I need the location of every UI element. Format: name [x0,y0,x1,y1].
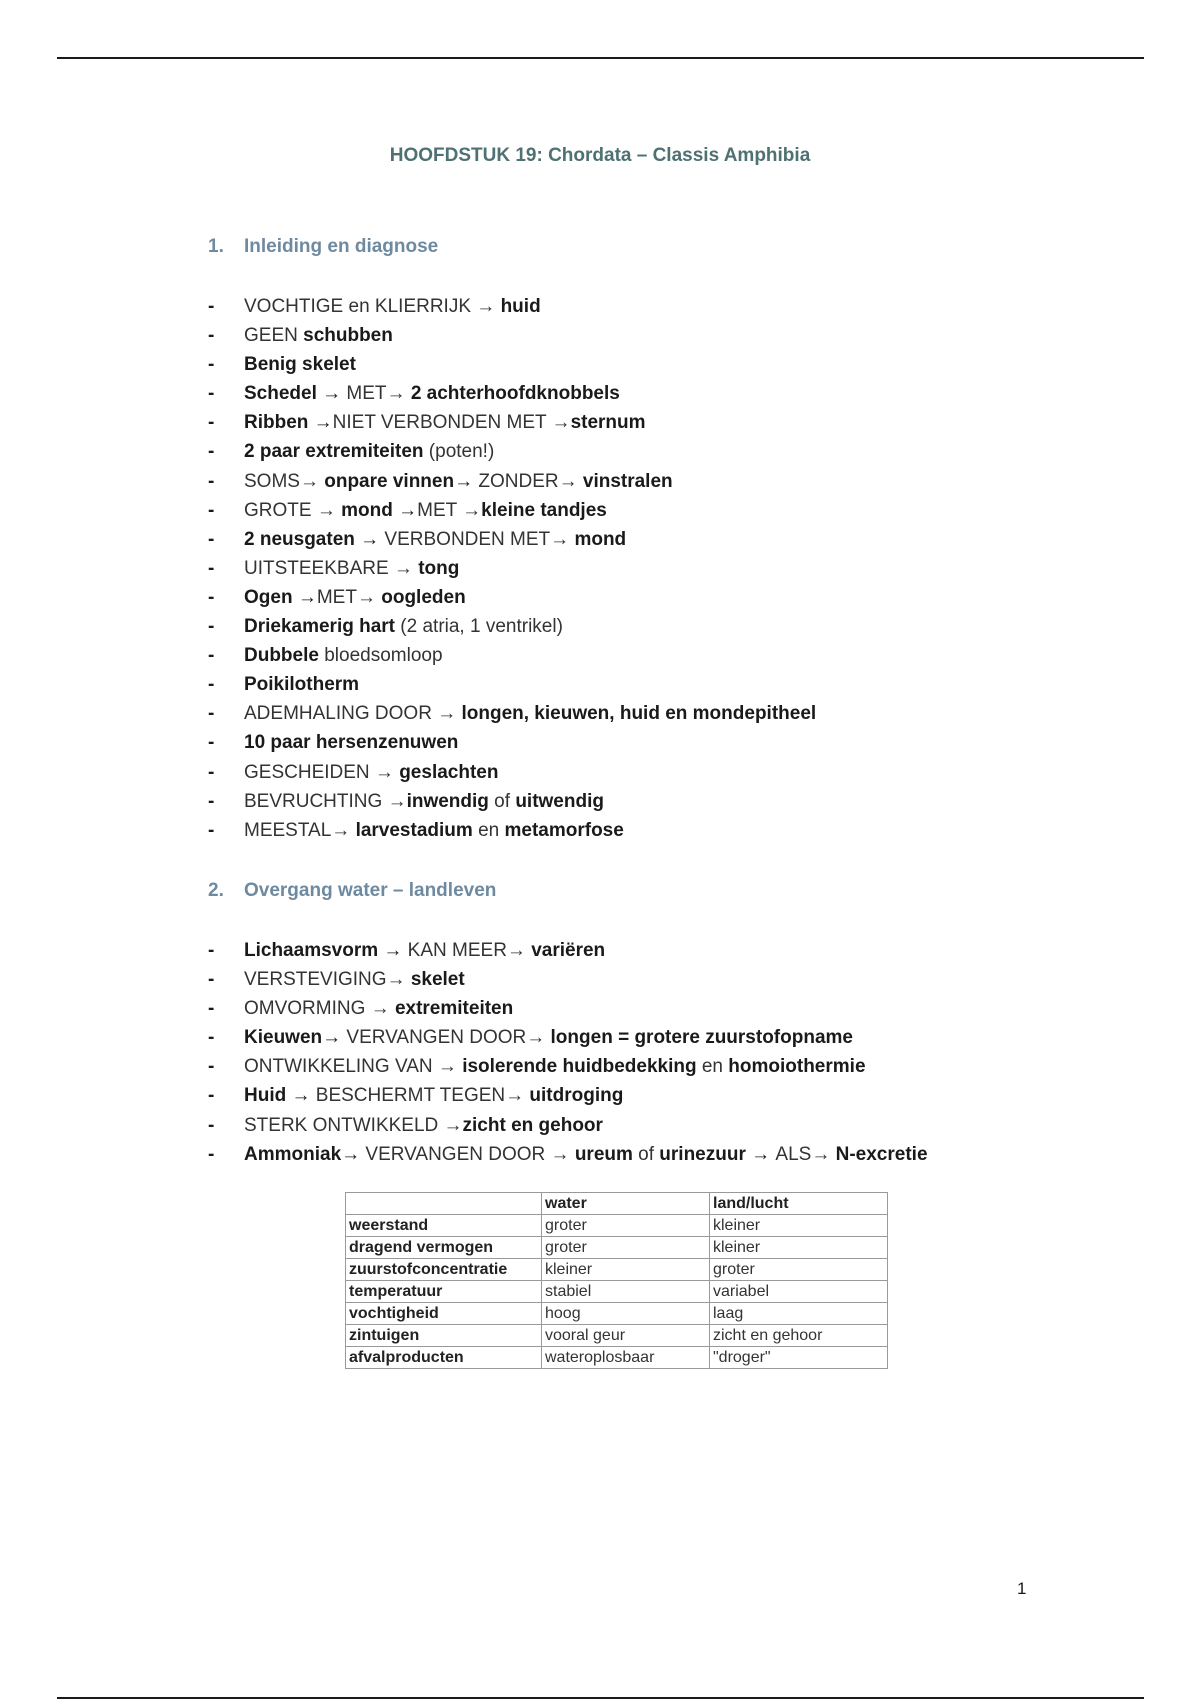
bullet-text: (2 atria, 1 ventrikel) [395,616,563,638]
bullet-marker: - [208,470,215,492]
list-item [208,816,816,845]
bullet-bold-text: skelet [410,969,465,991]
list-item [208,379,816,408]
list-item [208,292,816,321]
bullet-marker: - [208,790,215,812]
section-2-bullet-list [208,936,928,1169]
bullet-marker: - [208,441,215,463]
table-cell: wateroplosbaar [542,1347,710,1369]
list-item [208,583,816,612]
bullet-bold-text: kleine tandjes [481,499,607,521]
list-item [208,321,816,350]
bullet-bold-text: 2 neusgaten → [244,528,385,550]
bullet-bold-text: extremiteiten [394,998,514,1020]
bullet-marker: - [208,325,215,347]
list-item [208,994,928,1023]
list-item [208,554,816,583]
section-2-number: 2. [208,880,224,901]
table-header-cell [346,1193,542,1215]
bullet-bold-text: 10 paar hersenzenuwen [244,732,459,754]
list-item [208,758,816,787]
table-cell: groter [542,1237,710,1259]
bullet-bold-text: Dubbele [244,645,319,667]
bullet-text: ZONDER→ [478,470,583,492]
bullet-bold-text: vinstralen [582,470,673,492]
table-cell: kleiner [542,1259,710,1281]
table-cell: vooral geur [542,1325,710,1347]
table-row [346,1303,888,1325]
bullet-bold-text: Schedel → [244,383,347,405]
bullet-text: bloedsomloop [318,645,443,667]
list-item [208,699,816,728]
bullet-bold-text: inwendig [406,790,489,812]
table-row [346,1237,888,1259]
list-item [208,350,816,379]
list-item [208,1052,928,1081]
bullet-bold-text: Ribben → [244,412,333,434]
page-number: 1 [1017,1579,1027,1598]
bullet-text: GESCHEIDEN → [244,761,400,783]
list-item [208,525,816,554]
bullet-text: en [472,819,505,841]
bullet-marker: - [208,616,215,638]
bullet-marker: - [208,557,215,579]
bullet-bold-text: isolerende huidbedekking [462,1056,697,1078]
list-item [208,936,928,965]
bullet-bold-text: geslachten [399,761,499,783]
bullet-text: VERVANGEN DOOR → [365,1143,575,1165]
bullet-bold-text: huid [500,296,541,317]
bullet-text: GEEN [244,325,304,347]
list-item [208,641,816,670]
bullet-bold-text: oogleden [381,586,466,608]
page-title: HOOFDSTUK 19: Chordata – Classis Amphibia [389,145,811,166]
bullet-text: ONTWIKKELING VAN → [244,1056,463,1078]
bullet-marker: - [208,1056,215,1078]
list-item [208,467,816,496]
bullet-text: MET→ [346,383,411,405]
bullet-text: MEESTAL→ [244,819,356,841]
table-header-cell: land/lucht [710,1193,888,1215]
bullet-text: VERBONDEN MET→ [384,528,575,550]
bullet-bold-text: tong [418,557,460,579]
bullet-text: VERSTEVIGING→ [244,969,411,991]
bullet-bold-text: sternum [570,412,646,434]
bullet-text: OMVORMING → [244,998,395,1020]
bullet-bold-text: 2 paar extremiteiten [244,441,424,463]
table-row-label: zuurstofconcentratie [346,1259,542,1281]
list-item [208,787,816,816]
table-row-label: dragend vermogen [346,1237,542,1259]
table-cell: variabel [710,1281,888,1303]
bullet-text: KAN MEER→ [407,940,532,961]
bullet-text: STERK ONTWIKKELD → [244,1114,463,1136]
bullet-marker: - [208,998,215,1020]
bullet-bold-text: urinezuur → [659,1143,776,1165]
bullet-bold-text: schubben [303,325,393,347]
bottom-rule [57,1697,1144,1699]
bullet-bold-text: metamorfose [504,819,624,841]
bullet-marker: - [208,703,215,725]
table-cell: hoog [542,1303,710,1325]
bullet-text: of [488,790,516,812]
bullet-bold-text: Kieuwen→ [244,1027,347,1049]
list-item [208,496,816,525]
bullet-bold-text: uitdroging [529,1085,624,1107]
bullet-marker: - [208,940,215,961]
bullet-marker: - [208,528,215,550]
list-item [208,1140,928,1169]
bullet-bold-text: larvestadium [355,819,473,841]
bullet-text: UITSTEEKBARE → [244,557,419,579]
list-item [208,612,816,641]
bullet-marker: - [208,732,215,754]
list-item [208,965,928,994]
list-item [208,670,816,699]
bullet-bold-text: mond → [341,499,418,521]
bullet-marker: - [208,1114,215,1136]
bullet-marker: - [208,819,215,841]
comparison-table [345,1192,888,1369]
table-row-label: vochtigheid [346,1303,542,1325]
bullet-bold-text: uitwendig [515,790,604,812]
bullet-bold-text: Ogen → [244,586,317,608]
bullet-text: GROTE → [244,499,342,521]
bullet-marker: - [208,761,215,783]
table-row-label: temperatuur [346,1281,542,1303]
bullet-bold-text: 2 achterhoofdknobbels [410,383,620,405]
bullet-bold-text: Huid → [244,1085,316,1107]
table-header-row [346,1193,888,1215]
bullet-bold-text: Ammoniak→ [244,1143,366,1165]
section-2-title: Overgang water – landleven [244,880,497,901]
bullet-bold-text: mond [574,528,627,550]
table-row-label: zintuigen [346,1325,542,1347]
table-cell: groter [710,1259,888,1281]
table-header-cell: water [542,1193,710,1215]
table-cell: stabiel [542,1281,710,1303]
list-item [208,408,816,437]
bullet-bold-text: homoiothermie [728,1056,866,1078]
bullet-text: MET → [417,499,482,521]
bullet-marker: - [208,1143,215,1165]
top-rule [57,57,1144,59]
bullet-text: BEVRUCHTING → [244,790,407,812]
list-item [208,1023,928,1052]
bullet-bold-text: longen = grotere zuurstofopname [550,1027,853,1049]
section-1-heading [208,236,438,258]
bullet-marker: - [208,499,215,521]
bullet-text: VOCHTIGE en KLIERRIJK → [244,296,501,317]
list-item [208,1111,928,1140]
bullet-marker: - [208,1027,215,1049]
bullet-bold-text: zicht en gehoor [462,1114,603,1136]
bullet-bold-text: Lichaamsvorm → [244,940,408,961]
bullet-text: (poten!) [423,441,495,463]
table-row [346,1281,888,1303]
section-1-title: Inleiding en diagnose [244,236,439,257]
bullet-bold-text: ureum [574,1143,633,1165]
table-cell: kleiner [710,1215,888,1237]
bullet-bold-text: variëren [531,940,606,961]
bullet-text: BESCHERMT TEGEN→ [315,1085,530,1107]
bullet-bold-text: N-excretie [835,1143,928,1165]
bullet-bold-text: longen, kieuwen, huid en mondepitheel [461,703,817,725]
bullet-marker: - [208,674,215,696]
list-item [208,1081,928,1110]
list-item [208,728,816,757]
bullet-text: ADEMHALING DOOR → [244,703,462,725]
bullet-marker: - [208,412,215,434]
bullet-marker: - [208,296,215,317]
bullet-text: en [696,1056,729,1078]
bullet-bold-text: Poikilotherm [244,674,360,696]
table-row [346,1259,888,1281]
bullet-marker: - [208,586,215,608]
table-row [346,1325,888,1347]
section-1-number: 1. [208,236,224,257]
table-cell: "droger" [710,1347,888,1369]
bullet-bold-text: Benig skelet [244,354,356,376]
table-cell: kleiner [710,1237,888,1259]
bullet-text: ALS→ [775,1143,836,1165]
table-row [346,1215,888,1237]
bullet-marker: - [208,1085,215,1107]
bullet-marker: - [208,383,215,405]
bullet-text: MET→ [316,586,382,608]
bullet-marker: - [208,354,215,376]
table-row-label: afvalproducten [346,1347,542,1369]
section-2-heading [208,880,496,902]
list-item [208,437,816,466]
table-row-label: weerstand [346,1215,542,1237]
bullet-bold-text: Driekamerig hart [244,616,396,638]
bullet-text: NIET VERBONDEN MET → [332,412,571,434]
table-row [346,1347,888,1369]
bullet-bold-text: onpare vinnen→ [324,470,479,492]
bullet-marker: - [208,645,215,667]
table-cell: zicht en gehoor [710,1325,888,1347]
table-cell: laag [710,1303,888,1325]
section-1-bullet-list [208,292,816,845]
bullet-marker: - [208,969,215,991]
bullet-text: SOMS→ [244,470,325,492]
bullet-text: VERVANGEN DOOR→ [346,1027,551,1049]
bullet-text: of [632,1143,660,1165]
table-cell: groter [542,1215,710,1237]
